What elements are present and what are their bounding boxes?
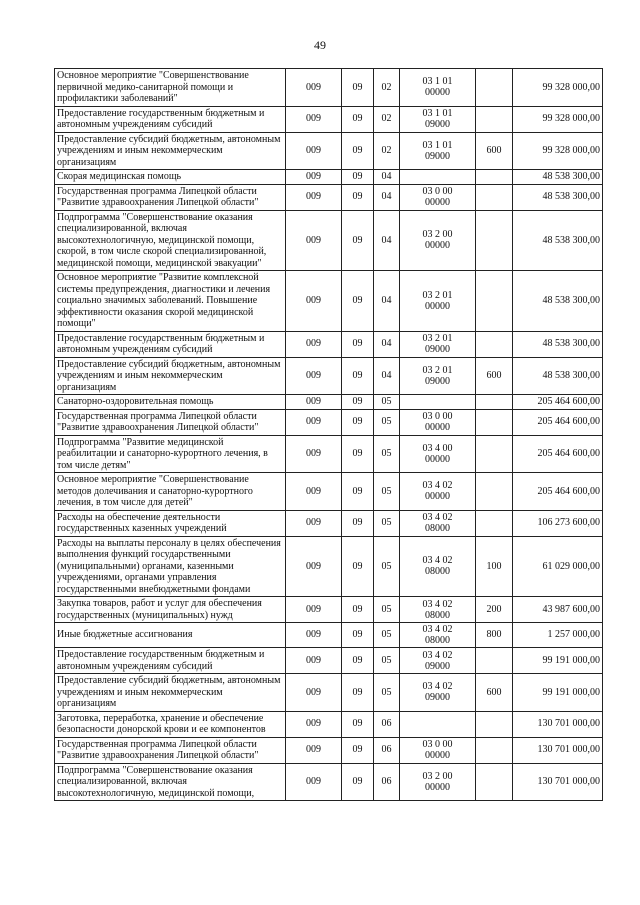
table-row — [55, 711, 603, 737]
section-code-cell: 09 — [342, 648, 374, 674]
expense-type-cell — [476, 210, 513, 271]
expense-type-cell — [476, 184, 513, 210]
expense-name-cell: Основное мероприятие "Развитие комплексной системы предупреждения, диагностики и лечения социально значимых заболеваний. Повышение эффективности оказания скорой медицинской помощи" — [55, 271, 286, 332]
expense-name-cell: Заготовка, переработка, хранение и обеспечение безопасности донорской крови и ее компонентов — [55, 711, 286, 737]
section-code-cell: 09 — [342, 170, 374, 185]
expense-type-cell: 200 — [476, 597, 513, 623]
section-code-cell: 09 — [342, 132, 374, 170]
target-article-cell — [400, 271, 476, 332]
subsection-code-cell: 05 — [374, 536, 400, 597]
target-article-part-1: 03 4 02 — [422, 624, 453, 635]
subsection-code-cell: 04 — [374, 331, 400, 357]
target-article-part-2: 00000 — [425, 240, 450, 252]
amount-cell: 130 701 000,00 — [513, 763, 603, 801]
ministry-code-cell: 009 — [286, 648, 342, 674]
amount-cell: 106 273 600,00 — [513, 510, 603, 536]
amount-cell: 205 464 600,00 — [513, 473, 603, 511]
target-article-cell — [400, 106, 476, 132]
table-row — [55, 597, 603, 623]
target-article-part-1: 03 2 00 — [422, 229, 453, 241]
ministry-code-cell: 009 — [286, 435, 342, 473]
section-code-cell: 09 — [342, 106, 374, 132]
table-row — [55, 763, 603, 801]
target-article-cell — [400, 737, 476, 763]
table-row — [55, 623, 603, 648]
table-row — [55, 737, 603, 763]
target-article-part-1: 03 2 01 — [422, 289, 453, 301]
amount-cell: 43 987 600,00 — [513, 597, 603, 623]
subsection-code-cell: 04 — [374, 271, 400, 332]
ministry-code-cell: 009 — [286, 711, 342, 737]
target-article-part-1: 03 4 00 — [422, 442, 453, 454]
section-code-cell: 09 — [342, 271, 374, 332]
expense-name-cell: Государственная программа Липецкой области "Развитие здравоохранения Липецкой области" — [55, 737, 286, 763]
subsection-code-cell: 04 — [374, 170, 400, 185]
section-code-cell: 09 — [342, 69, 374, 107]
subsection-code-cell: 02 — [374, 69, 400, 107]
table-row — [55, 674, 603, 712]
target-article-cell — [400, 395, 476, 410]
target-article-cell — [400, 210, 476, 271]
amount-cell: 99 191 000,00 — [513, 674, 603, 712]
subsection-code-cell: 05 — [374, 473, 400, 511]
ministry-code-cell: 009 — [286, 597, 342, 623]
expense-type-cell — [476, 711, 513, 737]
ministry-code-cell: 009 — [286, 623, 342, 648]
table-row — [55, 409, 603, 435]
target-article-part-2: 09000 — [425, 375, 450, 387]
section-code-cell: 09 — [342, 409, 374, 435]
target-article-part-2: 09000 — [425, 660, 450, 672]
table-row — [55, 435, 603, 473]
expense-type-cell — [476, 170, 513, 185]
ministry-code-cell: 009 — [286, 395, 342, 410]
section-code-cell: 09 — [342, 435, 374, 473]
amount-cell: 48 538 300,00 — [513, 210, 603, 271]
expense-name-cell: Основное мероприятие "Совершенствование методов долечивания и санаторно-курортного лечения, в том числе для детей" — [55, 473, 286, 511]
ministry-code-cell: 009 — [286, 331, 342, 357]
expense-type-cell — [476, 510, 513, 536]
target-article-part-2: 00000 — [425, 300, 450, 312]
target-article-cell — [400, 357, 476, 395]
table-row — [55, 648, 603, 674]
target-article-part-2: 08000 — [425, 609, 450, 621]
target-article-cell — [400, 510, 476, 536]
amount-cell: 48 538 300,00 — [513, 170, 603, 185]
subsection-code-cell: 05 — [374, 674, 400, 712]
target-article-part-1: 03 2 00 — [422, 770, 453, 782]
expense-name-cell: Предоставление субсидий бюджетным, автономным учреждениям и иным некоммерческим организациям — [55, 674, 286, 712]
expense-name-cell: Предоставление субсидий бюджетным, автономным учреждениям и иным некоммерческим организациям — [55, 357, 286, 395]
expense-type-cell — [476, 737, 513, 763]
expense-name-cell: Закупка товаров, работ и услуг для обеспечения государственных (муниципальных) нужд — [55, 597, 286, 623]
target-article-cell — [400, 170, 476, 185]
target-article-part-2: 00000 — [425, 491, 450, 503]
subsection-code-cell: 06 — [374, 763, 400, 801]
amount-cell: 48 538 300,00 — [513, 184, 603, 210]
table-row — [55, 106, 603, 132]
table-row — [55, 271, 603, 332]
target-article-part-1: 03 4 02 — [422, 555, 453, 567]
amount-cell: 61 029 000,00 — [513, 536, 603, 597]
target-article-part-1: 03 1 01 — [422, 108, 453, 119]
expense-name-cell: Предоставление государственным бюджетным и автономным учреждениям субсидий — [55, 106, 286, 132]
target-article-cell — [400, 132, 476, 170]
expense-type-cell — [476, 435, 513, 473]
target-article-part-1: 03 0 00 — [422, 411, 453, 422]
target-article-part-1: 03 0 00 — [422, 186, 453, 197]
ministry-code-cell: 009 — [286, 737, 342, 763]
target-article-part-1: 03 1 01 — [422, 76, 453, 88]
target-article-cell — [400, 473, 476, 511]
target-article-cell — [400, 435, 476, 473]
expense-name-cell: Предоставление государственным бюджетным и автономным учреждениям субсидий — [55, 648, 286, 674]
subsection-code-cell: 04 — [374, 357, 400, 395]
table-row — [55, 132, 603, 170]
target-article-part-2: 08000 — [425, 566, 450, 578]
target-article-part-1: 03 2 01 — [422, 364, 453, 376]
target-article-part-1: 03 4 02 — [422, 512, 453, 523]
ministry-code-cell: 009 — [286, 271, 342, 332]
expense-name-cell: Иные бюджетные ассигнования — [55, 623, 286, 648]
subsection-code-cell: 05 — [374, 435, 400, 473]
amount-cell: 99 328 000,00 — [513, 69, 603, 107]
target-article-part-1: 03 0 00 — [422, 739, 453, 750]
ministry-code-cell: 009 — [286, 357, 342, 395]
section-code-cell: 09 — [342, 737, 374, 763]
subsection-code-cell: 04 — [374, 210, 400, 271]
ministry-code-cell: 009 — [286, 763, 342, 801]
section-code-cell: 09 — [342, 674, 374, 712]
expense-name-cell: Расходы на выплаты персоналу в целях обеспечения выполнения функций государственными (муниципальными) органами, казенными учреждениями, органами управления государственными внебюджетными фондами — [55, 536, 286, 597]
expense-type-cell — [476, 331, 513, 357]
table-row — [55, 357, 603, 395]
target-article-part-1: 03 4 02 — [422, 480, 453, 492]
budget-table — [54, 68, 603, 801]
subsection-code-cell: 05 — [374, 409, 400, 435]
subsection-code-cell: 02 — [374, 132, 400, 170]
expense-name-cell: Предоставление государственным бюджетным и автономным учреждениям субсидий — [55, 331, 286, 357]
expense-name-cell: Подпрограмма "Развитие медицинской реабилитации и санаторно-курортного лечения, в том числе детям" — [55, 435, 286, 473]
subsection-code-cell: 06 — [374, 737, 400, 763]
section-code-cell: 09 — [342, 357, 374, 395]
expense-type-cell — [476, 271, 513, 332]
subsection-code-cell: 05 — [374, 623, 400, 648]
expense-name-cell: Подпрограмма "Совершенствование оказания специализированной, включая высокотехнологичную, медицинской помощи, скорой, в том числе скорой специализированной, медицинской помощи, медицинской эвакуации" — [55, 210, 286, 271]
target-article-cell — [400, 69, 476, 107]
table-row — [55, 210, 603, 271]
expense-type-cell — [476, 409, 513, 435]
ministry-code-cell: 009 — [286, 106, 342, 132]
ministry-code-cell: 009 — [286, 170, 342, 185]
subsection-code-cell: 05 — [374, 648, 400, 674]
subsection-code-cell: 05 — [374, 395, 400, 410]
target-article-part-2: 00000 — [425, 87, 450, 99]
expense-name-cell: Санаторно-оздоровительная помощь — [55, 395, 286, 410]
subsection-code-cell: 02 — [374, 106, 400, 132]
target-article-cell — [400, 597, 476, 623]
ministry-code-cell: 009 — [286, 473, 342, 511]
target-article-part-1: 03 4 02 — [422, 681, 453, 693]
section-code-cell: 09 — [342, 763, 374, 801]
expense-type-cell: 100 — [476, 536, 513, 597]
subsection-code-cell: 05 — [374, 510, 400, 536]
table-row — [55, 170, 603, 185]
subsection-code-cell: 06 — [374, 711, 400, 737]
target-article-cell — [400, 331, 476, 357]
amount-cell: 48 538 300,00 — [513, 331, 603, 357]
expense-name-cell: Скорая медицинская помощь — [55, 170, 286, 185]
target-article-cell — [400, 674, 476, 712]
amount-cell: 99 191 000,00 — [513, 648, 603, 674]
expense-type-cell: 600 — [476, 132, 513, 170]
table-row — [55, 536, 603, 597]
expense-type-cell — [476, 648, 513, 674]
table-row — [55, 331, 603, 357]
expense-name-cell: Основное мероприятие "Совершенствование первичной медико-санитарной помощи и профилактики заболеваний" — [55, 69, 286, 107]
expense-type-cell: 600 — [476, 357, 513, 395]
subsection-code-cell: 05 — [374, 597, 400, 623]
expense-name-cell: Подпрограмма "Совершенствование оказания специализированной, включая высокотехнологичную, медицинской помощи, — [55, 763, 286, 801]
section-code-cell: 09 — [342, 331, 374, 357]
expense-type-cell — [476, 473, 513, 511]
ministry-code-cell: 009 — [286, 132, 342, 170]
section-code-cell: 09 — [342, 395, 374, 410]
target-article-part-2: 08000 — [425, 523, 450, 534]
amount-cell: 1 257 000,00 — [513, 623, 603, 648]
target-article-part-2: 00000 — [425, 422, 450, 433]
expense-type-cell — [476, 395, 513, 410]
section-code-cell: 09 — [342, 510, 374, 536]
section-code-cell: 09 — [342, 210, 374, 271]
amount-cell: 99 328 000,00 — [513, 106, 603, 132]
section-code-cell: 09 — [342, 623, 374, 648]
ministry-code-cell: 009 — [286, 409, 342, 435]
target-article-part-1: 03 2 01 — [422, 333, 453, 344]
target-article-cell — [400, 711, 476, 737]
amount-cell: 130 701 000,00 — [513, 711, 603, 737]
target-article-part-1: 03 1 01 — [422, 139, 453, 151]
table-row — [55, 473, 603, 511]
target-article-part-2: 00000 — [425, 781, 450, 793]
amount-cell: 48 538 300,00 — [513, 271, 603, 332]
target-article-cell — [400, 648, 476, 674]
expense-name-cell: Государственная программа Липецкой области "Развитие здравоохранения Липецкой области" — [55, 409, 286, 435]
table-row — [55, 184, 603, 210]
section-code-cell: 09 — [342, 473, 374, 511]
target-article-part-2: 09000 — [425, 119, 450, 130]
expense-type-cell: 600 — [476, 674, 513, 712]
amount-cell: 205 464 600,00 — [513, 395, 603, 410]
expense-name-cell: Предоставление субсидий бюджетным, автономным учреждениям и иным некоммерческим организациям — [55, 132, 286, 170]
target-article-part-2: 09000 — [425, 150, 450, 162]
target-article-cell — [400, 184, 476, 210]
amount-cell: 130 701 000,00 — [513, 737, 603, 763]
target-article-cell — [400, 623, 476, 648]
expense-name-cell: Государственная программа Липецкой области "Развитие здравоохранения Липецкой области" — [55, 184, 286, 210]
ministry-code-cell: 009 — [286, 510, 342, 536]
section-code-cell: 09 — [342, 597, 374, 623]
amount-cell: 99 328 000,00 — [513, 132, 603, 170]
table-row — [55, 69, 603, 107]
ministry-code-cell: 009 — [286, 210, 342, 271]
ministry-code-cell: 009 — [286, 674, 342, 712]
target-article-part-2: 00000 — [425, 453, 450, 465]
expense-type-cell — [476, 763, 513, 801]
target-article-part-2: 09000 — [425, 344, 450, 355]
ministry-code-cell: 009 — [286, 536, 342, 597]
target-article-cell — [400, 536, 476, 597]
table-row — [55, 510, 603, 536]
target-article-part-2: 09000 — [425, 692, 450, 704]
ministry-code-cell: 009 — [286, 69, 342, 107]
section-code-cell: 09 — [342, 536, 374, 597]
section-code-cell: 09 — [342, 711, 374, 737]
table-row — [55, 395, 603, 410]
subsection-code-cell: 04 — [374, 184, 400, 210]
amount-cell: 48 538 300,00 — [513, 357, 603, 395]
section-code-cell: 09 — [342, 184, 374, 210]
target-article-part-1: 03 4 02 — [422, 649, 453, 661]
target-article-part-2: 00000 — [425, 750, 450, 761]
amount-cell: 205 464 600,00 — [513, 409, 603, 435]
target-article-cell — [400, 409, 476, 435]
amount-cell: 205 464 600,00 — [513, 435, 603, 473]
target-article-part-1: 03 4 02 — [422, 598, 453, 610]
page-number: 49 — [314, 38, 326, 52]
target-article-part-2: 08000 — [425, 635, 450, 646]
target-article-cell — [400, 763, 476, 801]
expense-name-cell: Расходы на обеспечение деятельности государственных казенных учреждений — [55, 510, 286, 536]
target-article-part-2: 00000 — [425, 197, 450, 208]
expense-type-cell — [476, 69, 513, 107]
ministry-code-cell: 009 — [286, 184, 342, 210]
expense-type-cell — [476, 106, 513, 132]
expense-type-cell: 800 — [476, 623, 513, 648]
